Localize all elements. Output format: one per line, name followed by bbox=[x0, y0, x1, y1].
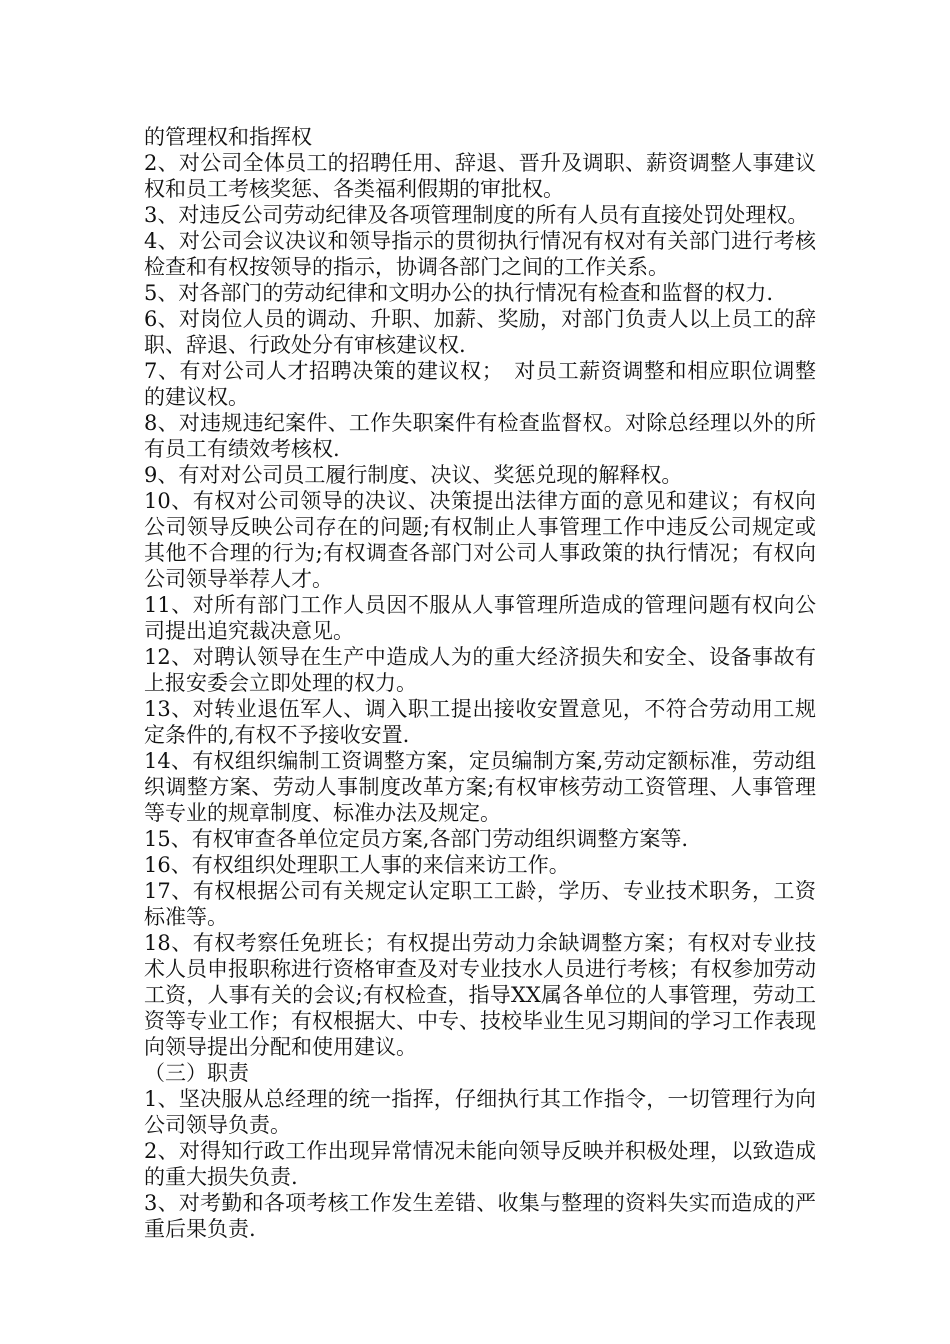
rights-item-17: 17、有权根据公司有关规定认定职工工龄，学历、专业技术职务，工资标准等。 bbox=[144, 879, 816, 929]
section-heading: （三）职责 bbox=[144, 1061, 249, 1085]
rights-item-8: 8、对违规违纪案件、工作失职案件有检查监督权。对除总经理以外的所有员工有绩效考核权. bbox=[144, 411, 816, 461]
duty-item-1: 1、坚决服从总经理的统一指挥，仔细执行其工作指令，一切管理行为向公司领导负责。 bbox=[144, 1087, 816, 1137]
rights-item-16: 16、有权组织处理职工人事的来信来访工作。 bbox=[144, 853, 570, 877]
rights-item-3: 3、对违反公司劳动纪律及各项管理制度的所有人员有直接处罚处理权。 bbox=[144, 203, 809, 227]
rights-item-12: 12、对聘认领导在生产中造成人为的重大经济损失和安全、设备事故有上报安委会立即处理的权力。 bbox=[144, 645, 816, 695]
duty-item-3: 3、对考勤和各项考核工作发生差错、收集与整理的资料失实而造成的严重后果负责. bbox=[144, 1191, 816, 1241]
rights-item-14: 14、有权组织编制工资调整方案，定员编制方案,劳动定额标准，劳动组织调整方案、劳动人事制度改革方案;有权审核劳动工资管理、人事管理等专业的规章制度、标准办法及规定。 bbox=[144, 749, 816, 825]
duty-item-2: 2、对得知行政工作出现异常情况未能向领导反映并积极处理，以致造成的重大损失负责. bbox=[144, 1139, 816, 1189]
paragraph-continuation: 的管理权和指挥权 bbox=[144, 125, 312, 149]
rights-item-6: 6、对岗位人员的调动、升职、加薪、奖励，对部门负责人以上员工的辞职、辞退、行政处分有审核建议权. bbox=[144, 307, 816, 357]
rights-item-10: 10、有权对公司领导的决议、决策提出法律方面的意见和建议；有权向公司领导反映公司存在的问题;有权制止人事管理工作中违反公司规定或其他不合理的行为;有权调查各部门对公司人事政策的执行情况；有权向公司领导举荐人才。 bbox=[144, 489, 816, 591]
document-body bbox=[144, 124, 816, 1242]
rights-item-13: 13、对转业退伍军人、调入职工提出接收安置意见，不符合劳动用工规定条件的,有权不予接收安置. bbox=[144, 697, 816, 747]
rights-item-9: 9、有对对公司员工履行制度、决议、奖惩兑现的解释权。 bbox=[144, 463, 683, 487]
rights-item-4: 4、对公司会议决议和领导指示的贯彻执行情况有权对有关部门进行考核检查和有权按领导的指示，协调各部门之间的工作关系。 bbox=[144, 229, 816, 279]
rights-item-2: 2、对公司全体员工的招聘任用、辞退、晋升及调职、薪资调整人事建议权和员工考核奖惩、各类福利假期的审批权。 bbox=[144, 151, 816, 201]
rights-item-18: 18、有权考察任免班长；有权提出劳动力余缺调整方案；有权对专业技术人员申报职称进行资格审查及对专业技水人员进行考核；有权参加劳动工资，人事有关的会议;有权检查，指导XX属各单位的人事管理，劳动工资等专业工作；有权根据大、中专、技校毕业生见习期间的学习工作表现向领导提出分配和使用建议。 bbox=[144, 931, 816, 1059]
rights-item-7: 7、有对公司人才招聘决策的建议权； 对员工薪资调整和相应职位调整的建议权。 bbox=[144, 359, 816, 409]
rights-item-11: 11、对所有部门工作人员因不服从人事管理所造成的管理问题有权向公司提出追究裁决意见。 bbox=[144, 593, 816, 643]
rights-item-15: 15、有权审查各单位定员方案,各部门劳动组织调整方案等. bbox=[144, 827, 689, 851]
rights-item-5: 5、对各部门的劳动纪律和文明办公的执行情况有检查和监督的权力. bbox=[144, 281, 774, 305]
